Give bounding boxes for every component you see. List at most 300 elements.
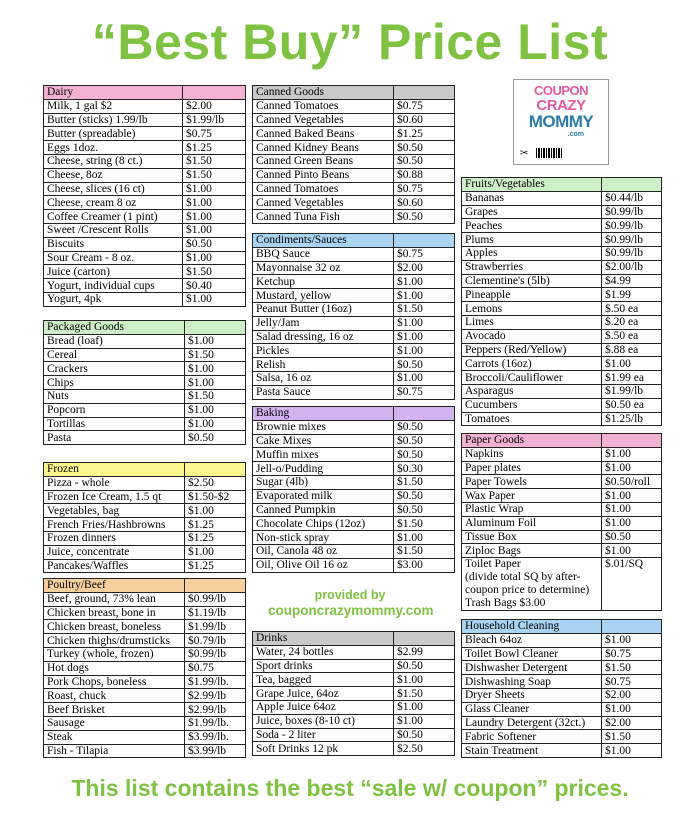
item-name: Mayonnaise 32 oz bbox=[253, 261, 394, 275]
item-price: $.20 ea bbox=[602, 315, 662, 329]
item-price: $.50 ea bbox=[602, 302, 662, 316]
item-name: Cheese, cream 8 oz bbox=[44, 196, 183, 210]
item-name: Grape Juice, 64oz bbox=[253, 687, 394, 701]
item-price: $0.50 bbox=[394, 728, 455, 742]
item-name: Avocado bbox=[462, 329, 602, 343]
item-name-line: Toilet Paper bbox=[465, 558, 521, 571]
item-name: Cheese, 8oz bbox=[44, 168, 183, 182]
price-row bbox=[44, 196, 246, 210]
item-name: Jelly/Jam bbox=[253, 316, 394, 330]
item-name: Popcorn bbox=[44, 403, 185, 417]
item-name: Broccoli/Cauliflower bbox=[462, 371, 602, 385]
price-row bbox=[253, 503, 455, 517]
price-row bbox=[253, 141, 455, 155]
item-name: Beef Brisket bbox=[44, 703, 185, 717]
item-name: Toilet Bowl Cleaner bbox=[462, 647, 602, 661]
item-name: Dishwashing Soap bbox=[462, 675, 602, 689]
section-header: Poultry/Beef bbox=[44, 579, 185, 593]
item-price: $0.40 bbox=[183, 279, 246, 293]
price-row bbox=[462, 274, 662, 288]
item-name: Bread (loaf) bbox=[44, 334, 185, 348]
item-price: $1.00 bbox=[394, 371, 455, 385]
section-header-blank bbox=[185, 463, 246, 477]
price-row bbox=[253, 127, 455, 141]
price-row bbox=[253, 517, 455, 531]
item-price: $1.19/lb bbox=[185, 606, 246, 620]
item-price: $1.00 bbox=[185, 403, 246, 417]
price-row bbox=[44, 168, 246, 182]
item-price: $0.50 bbox=[394, 154, 455, 168]
drinks-table bbox=[252, 631, 455, 756]
item-name: Cheese, string (8 ct.) bbox=[44, 154, 183, 168]
item-name: Turkey (whole, frozen) bbox=[44, 647, 185, 661]
price-row bbox=[462, 329, 662, 343]
item-price: $0.79/lb bbox=[185, 634, 246, 648]
item-price: $1.00 bbox=[602, 544, 662, 558]
item-name: Frozen dinners bbox=[44, 531, 185, 545]
item-name: Relish bbox=[253, 358, 394, 372]
price-row bbox=[44, 689, 246, 703]
item-price: $1.00 bbox=[185, 334, 246, 348]
item-price: $1.00 bbox=[602, 744, 662, 758]
item-name: Roast, chuck bbox=[44, 689, 185, 703]
price-row bbox=[44, 127, 246, 141]
item-price: $0.60 bbox=[394, 196, 455, 210]
logo-line-coupon: COUPON bbox=[533, 83, 589, 98]
item-name: Bleach 64oz bbox=[462, 633, 602, 647]
item-price: $0.75 bbox=[602, 675, 662, 689]
price-row bbox=[44, 182, 246, 196]
price-row bbox=[462, 384, 662, 398]
price-row bbox=[253, 659, 455, 673]
section-header: Packaged Goods bbox=[44, 321, 185, 335]
item-price: $0.50 bbox=[394, 659, 455, 673]
item-price: $0.50 bbox=[394, 141, 455, 155]
item-name: Cucumbers bbox=[462, 398, 602, 412]
item-name: Laundry Detergent (32ct.) bbox=[462, 716, 602, 730]
item-price: $1.50 bbox=[602, 730, 662, 744]
item-name: Sausage bbox=[44, 716, 185, 730]
price-row bbox=[44, 620, 246, 634]
item-name: Limes bbox=[462, 315, 602, 329]
price-row bbox=[462, 205, 662, 219]
item-price: $2.00 bbox=[602, 688, 662, 702]
item-price: $0.75 bbox=[394, 182, 455, 196]
item-name: Paper plates bbox=[462, 461, 602, 475]
item-name: Canned Pinto Beans bbox=[253, 168, 394, 182]
item-name: Sport drinks bbox=[253, 659, 394, 673]
price-row bbox=[462, 371, 662, 385]
item-name: Frozen Ice Cream, 1.5 qt bbox=[44, 490, 185, 504]
price-row bbox=[44, 431, 246, 445]
section-header: Paper Goods bbox=[462, 434, 602, 448]
canned-goods-table bbox=[252, 85, 455, 224]
scissors-icon: ✂ bbox=[520, 148, 529, 159]
price-row bbox=[44, 744, 246, 758]
item-name: Eggs 1doz. bbox=[44, 141, 183, 155]
item-name: Clementine's (5lb) bbox=[462, 274, 602, 288]
price-row bbox=[462, 191, 662, 205]
price-row bbox=[44, 675, 246, 689]
item-price: $2.00/lb bbox=[602, 260, 662, 274]
price-row bbox=[253, 247, 455, 261]
footer-note: This list contains the best “sale w/ coupon” prices. bbox=[71, 775, 629, 801]
price-row bbox=[44, 531, 246, 545]
price-row bbox=[44, 518, 246, 532]
item-price: $1.25 bbox=[185, 559, 246, 573]
item-name: Glass Cleaner bbox=[462, 702, 602, 716]
item-name: Cheese, slices (16 ct) bbox=[44, 182, 183, 196]
item-name: Asparagus bbox=[462, 384, 602, 398]
price-row bbox=[462, 661, 662, 675]
item-name: Dryer Sheets bbox=[462, 688, 602, 702]
item-name: Chicken thighs/drumsticks bbox=[44, 634, 185, 648]
item-price: $1.00 bbox=[183, 182, 246, 196]
item-name: Chicken breast, boneless bbox=[44, 620, 185, 634]
item-name: Apple Juice 64oz bbox=[253, 700, 394, 714]
price-row bbox=[462, 730, 662, 744]
section-header: Household Cleaning bbox=[462, 620, 602, 634]
price-row bbox=[253, 728, 455, 742]
item-price: $1.50 bbox=[185, 389, 246, 403]
item-name: Tomatoes bbox=[462, 412, 602, 426]
item-name: Bananas bbox=[462, 191, 602, 205]
item-name: Evaporated milk bbox=[253, 489, 394, 503]
logo-line-dotcom: .com bbox=[567, 131, 584, 138]
item-name-multiline bbox=[462, 558, 602, 611]
item-name: Canned Green Beans bbox=[253, 154, 394, 168]
price-row bbox=[462, 302, 662, 316]
price-row bbox=[462, 343, 662, 357]
item-name: Soda - 2 liter bbox=[253, 728, 394, 742]
price-row bbox=[462, 260, 662, 274]
section-header-row bbox=[462, 620, 662, 634]
item-price: $1.00 bbox=[602, 702, 662, 716]
item-price: $2.00 bbox=[602, 716, 662, 730]
item-price: $0.88 bbox=[394, 168, 455, 182]
price-row bbox=[253, 113, 455, 127]
paper-goods-table bbox=[461, 433, 662, 611]
item-name: Water, 24 bottles bbox=[253, 645, 394, 659]
price-row bbox=[253, 742, 455, 756]
item-name: Salad dressing, 16 oz bbox=[253, 330, 394, 344]
item-price: $0.75 bbox=[185, 661, 246, 675]
item-name: Oil, Canola 48 oz bbox=[253, 544, 394, 558]
item-price: $1.50 bbox=[183, 168, 246, 182]
price-row bbox=[253, 687, 455, 701]
price-row bbox=[462, 233, 662, 247]
item-price: $1.50 bbox=[394, 302, 455, 316]
price-row bbox=[44, 504, 246, 518]
item-name-line: coupon price to determine) bbox=[465, 584, 590, 597]
section-header-row bbox=[44, 321, 246, 335]
item-name: Peaches bbox=[462, 219, 602, 233]
price-row bbox=[462, 530, 662, 544]
price-row bbox=[44, 730, 246, 744]
item-name: Stain Treatment bbox=[462, 744, 602, 758]
price-row bbox=[253, 714, 455, 728]
price-row bbox=[462, 219, 662, 233]
item-name: Peppers (Red/Yellow) bbox=[462, 343, 602, 357]
item-price: $2.99/lb bbox=[185, 689, 246, 703]
price-row bbox=[44, 376, 246, 390]
provided-by-site: couponcrazymommy.com bbox=[268, 603, 434, 618]
item-price: $0.50 bbox=[394, 448, 455, 462]
item-name: Canned Kidney Beans bbox=[253, 141, 394, 155]
item-name: Crackers bbox=[44, 362, 185, 376]
item-name: Fabric Softener bbox=[462, 730, 602, 744]
section-header: Condiments/Sauces bbox=[253, 234, 394, 248]
price-row bbox=[253, 302, 455, 316]
item-price: $0.50 bbox=[185, 431, 246, 445]
item-price: $1.00 bbox=[394, 700, 455, 714]
item-price: $1.00 bbox=[394, 330, 455, 344]
item-name: Sugar (4lb) bbox=[253, 475, 394, 489]
item-price: $.88 ea bbox=[602, 343, 662, 357]
item-price: $1.50 bbox=[394, 475, 455, 489]
price-row bbox=[253, 700, 455, 714]
item-price: $0.30 bbox=[394, 462, 455, 476]
item-name: Chocolate Chips (12oz) bbox=[253, 517, 394, 531]
item-price: $1.50 bbox=[183, 265, 246, 279]
price-row bbox=[44, 476, 246, 490]
section-header-row bbox=[44, 86, 246, 100]
item-name: Canned Vegetables bbox=[253, 196, 394, 210]
item-price: $1.00 bbox=[394, 531, 455, 545]
item-price: $0.75 bbox=[602, 647, 662, 661]
price-row bbox=[44, 348, 246, 362]
page-title: “Best Buy” Price List bbox=[91, 14, 609, 70]
section-header-blank bbox=[602, 620, 662, 634]
dairy-table bbox=[43, 85, 246, 307]
price-row bbox=[462, 675, 662, 689]
baking-table bbox=[252, 406, 455, 573]
item-name: Strawberries bbox=[462, 260, 602, 274]
coupon-crazy-mommy-logo bbox=[513, 79, 609, 165]
price-row bbox=[253, 645, 455, 659]
item-name-line: (divide total SQ by after- bbox=[465, 571, 581, 584]
item-price: $1.00 bbox=[602, 461, 662, 475]
price-row bbox=[44, 334, 246, 348]
price-row bbox=[253, 99, 455, 113]
item-price: $0.50 ea bbox=[602, 398, 662, 412]
item-price: $1.00 bbox=[183, 251, 246, 265]
item-price: $0.99/lb bbox=[185, 647, 246, 661]
item-price: $1.50 bbox=[602, 661, 662, 675]
item-price: $1.00 bbox=[183, 196, 246, 210]
item-price: $2.00 bbox=[394, 261, 455, 275]
price-row bbox=[44, 559, 246, 573]
section-header: Dairy bbox=[44, 86, 183, 100]
item-price: $0.60 bbox=[394, 113, 455, 127]
item-name: Non-stick spray bbox=[253, 531, 394, 545]
poultry-beef-table bbox=[43, 578, 246, 758]
item-price: $1.50 bbox=[394, 544, 455, 558]
section-header-row bbox=[462, 434, 662, 448]
price-row bbox=[462, 246, 662, 260]
item-name: French Fries/Hashbrowns bbox=[44, 518, 185, 532]
item-price: $1.50 bbox=[185, 348, 246, 362]
section-header-row bbox=[253, 407, 455, 421]
item-price: $.50 ea bbox=[602, 329, 662, 343]
item-name: Coffee Creamer (1 pint) bbox=[44, 210, 183, 224]
price-row bbox=[462, 716, 662, 730]
item-price: $0.99/lb bbox=[602, 205, 662, 219]
item-price: $1.00 bbox=[602, 357, 662, 371]
item-name: Cake Mixes bbox=[253, 434, 394, 448]
item-price: $1.00 bbox=[394, 275, 455, 289]
price-row bbox=[44, 716, 246, 730]
item-price: $1.25 bbox=[394, 127, 455, 141]
item-price: $1.99/lb bbox=[185, 620, 246, 634]
item-price: $2.50 bbox=[185, 476, 246, 490]
price-row-toilet-paper bbox=[462, 558, 662, 611]
item-name: Milk, 1 gal $2 bbox=[44, 99, 183, 113]
item-price: $1.25/lb bbox=[602, 412, 662, 426]
price-row bbox=[44, 362, 246, 376]
price-row bbox=[253, 344, 455, 358]
item-price: $1.00 bbox=[394, 344, 455, 358]
item-name: Juice (carton) bbox=[44, 265, 183, 279]
price-row bbox=[253, 420, 455, 434]
item-price: $1.50 bbox=[394, 687, 455, 701]
item-name: Juice, concentrate bbox=[44, 545, 185, 559]
item-name: Pickles bbox=[253, 344, 394, 358]
item-name: Fish - Tilapia bbox=[44, 744, 185, 758]
item-price: $0.50 bbox=[394, 503, 455, 517]
price-row bbox=[44, 634, 246, 648]
price-row bbox=[253, 371, 455, 385]
price-row bbox=[253, 316, 455, 330]
item-name: Pancakes/Waffles bbox=[44, 559, 185, 573]
item-name: Lemons bbox=[462, 302, 602, 316]
price-row bbox=[44, 237, 246, 251]
price-row bbox=[44, 592, 246, 606]
item-price: $2.99/lb bbox=[185, 703, 246, 717]
item-name: Napkins bbox=[462, 447, 602, 461]
section-header-row bbox=[44, 463, 246, 477]
item-name: Oil, Olive Oil 16 oz bbox=[253, 558, 394, 572]
price-row bbox=[44, 279, 246, 293]
price-row bbox=[253, 475, 455, 489]
item-name: Tea, bagged bbox=[253, 673, 394, 687]
item-name: Butter (sticks) 1.99/lb bbox=[44, 113, 183, 127]
price-row bbox=[462, 288, 662, 302]
packaged-goods-table bbox=[43, 320, 246, 445]
item-name: Canned Pumpkin bbox=[253, 503, 394, 517]
item-name: Pork Chops, boneless bbox=[44, 675, 185, 689]
section-header-row bbox=[253, 632, 455, 646]
item-price: $0.99/lb bbox=[602, 246, 662, 260]
price-row bbox=[253, 358, 455, 372]
item-name: Ziploc Bags bbox=[462, 544, 602, 558]
item-price: $3.99/lb. bbox=[185, 730, 246, 744]
price-row bbox=[253, 544, 455, 558]
price-row bbox=[253, 210, 455, 224]
item-name: Soft Drinks 12 pk bbox=[253, 742, 394, 756]
price-row bbox=[253, 154, 455, 168]
item-price: $0.44/lb bbox=[602, 191, 662, 205]
section-header-blank bbox=[394, 234, 455, 248]
item-name: Plums bbox=[462, 233, 602, 247]
item-price: $1.99/lb bbox=[602, 384, 662, 398]
price-row bbox=[462, 633, 662, 647]
price-row bbox=[253, 275, 455, 289]
item-name: Sweet /Crescent Rolls bbox=[44, 223, 183, 237]
item-price: $1.99/lb. bbox=[185, 716, 246, 730]
item-price: $0.99/lb bbox=[602, 219, 662, 233]
barcode-icon bbox=[536, 148, 562, 158]
item-price: $1.99 ea bbox=[602, 371, 662, 385]
item-price: $0.99/lb bbox=[185, 592, 246, 606]
item-name: Aluminum Foil bbox=[462, 516, 602, 530]
item-name: Canned Baked Beans bbox=[253, 127, 394, 141]
section-header-blank bbox=[394, 632, 455, 646]
item-name: Paper Towels bbox=[462, 475, 602, 489]
item-price: $1.99/lb bbox=[183, 113, 246, 127]
price-row bbox=[44, 403, 246, 417]
price-row bbox=[462, 398, 662, 412]
section-header: Baking bbox=[253, 407, 394, 421]
item-name: Canned Tomatoes bbox=[253, 99, 394, 113]
item-price: $3.00 bbox=[394, 558, 455, 572]
item-name: Brownie mixes bbox=[253, 420, 394, 434]
item-price: $1.00 bbox=[602, 447, 662, 461]
section-header-blank bbox=[185, 321, 246, 335]
item-name: Hot dogs bbox=[44, 661, 185, 675]
price-row bbox=[253, 558, 455, 572]
price-row bbox=[44, 661, 246, 675]
item-price: $1.00 bbox=[183, 292, 246, 306]
item-name: Pineapple bbox=[462, 288, 602, 302]
item-price: $1.25 bbox=[183, 141, 246, 155]
item-name: Jell-o/Pudding bbox=[253, 462, 394, 476]
price-row bbox=[253, 261, 455, 275]
item-name: Dishwasher Detergent bbox=[462, 661, 602, 675]
item-price: $1.00 bbox=[602, 516, 662, 530]
item-name: Yogurt, individual cups bbox=[44, 279, 183, 293]
price-row bbox=[44, 113, 246, 127]
item-name: Steak bbox=[44, 730, 185, 744]
item-price: $0.99/lb bbox=[602, 233, 662, 247]
provided-by-label: provided by bbox=[314, 588, 386, 602]
item-price: $1.50 bbox=[183, 154, 246, 168]
section-header-row bbox=[253, 234, 455, 248]
item-name: BBQ Sauce bbox=[253, 247, 394, 261]
item-price: $2.50 bbox=[394, 742, 455, 756]
price-row bbox=[462, 315, 662, 329]
section-header-blank bbox=[185, 579, 246, 593]
price-row bbox=[462, 688, 662, 702]
price-row bbox=[44, 703, 246, 717]
price-row bbox=[44, 490, 246, 504]
item-name: Pizza - whole bbox=[44, 476, 185, 490]
item-price: $1.00 bbox=[602, 502, 662, 516]
section-header: Canned Goods bbox=[253, 86, 394, 100]
section-header-row bbox=[44, 579, 246, 593]
item-name: Mustard, yellow bbox=[253, 289, 394, 303]
item-name: Tortillas bbox=[44, 417, 185, 431]
item-price: $.01/SQ bbox=[602, 558, 662, 611]
item-price: $1.00 bbox=[183, 210, 246, 224]
item-price: $1.00 bbox=[185, 504, 246, 518]
section-header: Drinks bbox=[253, 632, 394, 646]
price-row bbox=[253, 531, 455, 545]
item-price: $1.00 bbox=[394, 714, 455, 728]
item-price: $1.00 bbox=[602, 633, 662, 647]
item-price: $0.50/roll bbox=[602, 475, 662, 489]
item-price: $0.75 bbox=[394, 247, 455, 261]
